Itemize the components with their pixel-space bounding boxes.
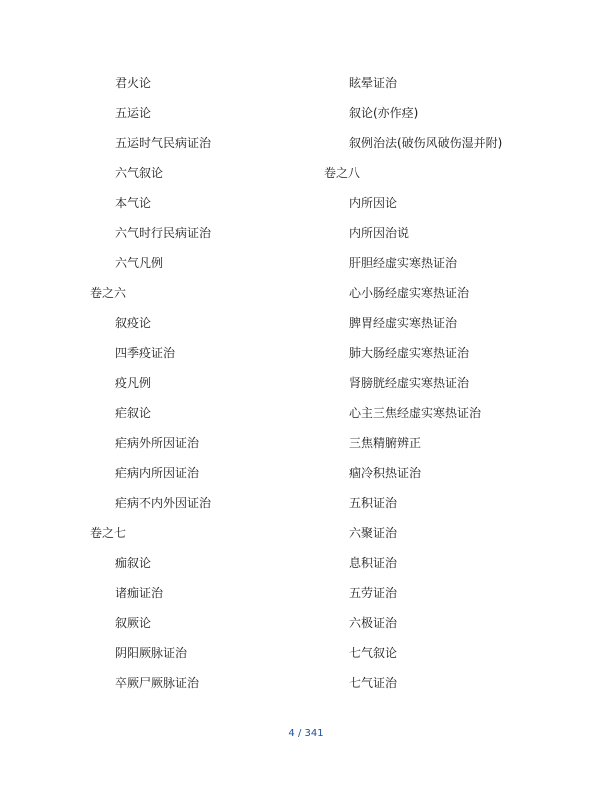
- toc-entry[interactable]: 内所因治说: [349, 226, 410, 240]
- toc-entry[interactable]: 君火论: [115, 76, 152, 90]
- toc-entry[interactable]: 心主三焦经虚实寒热证治: [349, 406, 482, 420]
- toc-right-column: [324, 73, 594, 703]
- toc-entry[interactable]: 疟病内所因证治: [115, 466, 200, 480]
- toc-entry[interactable]: 疫凡例: [115, 376, 152, 390]
- toc-entry[interactable]: 五运论: [115, 106, 152, 120]
- toc-entry[interactable]: 肝胆经虚实寒热证治: [349, 256, 458, 270]
- toc-entry[interactable]: 六气时行民病证治: [115, 226, 212, 240]
- toc-entry[interactable]: 四季疫证治: [115, 346, 176, 360]
- toc-left-column: [90, 73, 320, 703]
- toc-entry[interactable]: 阴阳厥脉证治: [115, 646, 188, 660]
- toc-entry[interactable]: 心小肠经虚实寒热证治: [349, 286, 470, 300]
- toc-entry[interactable]: 五运时气民病证治: [115, 136, 212, 150]
- toc-entry[interactable]: 七气叙论: [349, 646, 398, 660]
- toc-entry[interactable]: 六气叙论: [115, 166, 164, 180]
- toc-entry[interactable]: 疟病外所因证治: [115, 436, 200, 450]
- toc-entry[interactable]: 叙厥论: [115, 616, 152, 630]
- toc-entry[interactable]: 六聚证治: [349, 526, 398, 540]
- page-number: 4 / 341: [288, 728, 324, 739]
- toc-entry[interactable]: 脾胃经虚实寒热证治: [349, 316, 458, 330]
- toc-entry[interactable]: 诸痂证治: [115, 586, 164, 600]
- toc-entry[interactable]: 五积证治: [349, 496, 398, 510]
- toc-entry[interactable]: 痼冷积热证治: [349, 466, 422, 480]
- toc-entry[interactable]: 卒厥尸厥脉证治: [115, 676, 200, 690]
- toc-entry[interactable]: 本气论: [115, 196, 152, 210]
- toc-entry[interactable]: 五劳证治: [349, 586, 398, 600]
- toc-entry[interactable]: 肾膀胱经虚实寒热证治: [349, 376, 470, 390]
- toc-entry[interactable]: 六极证治: [349, 616, 398, 630]
- toc-entry[interactable]: 眩晕证治: [349, 76, 398, 90]
- toc-entry[interactable]: 内所因论: [349, 196, 398, 210]
- toc-entry[interactable]: 三焦精腑辨正: [349, 436, 422, 450]
- toc-volume-heading[interactable]: 卷之八: [324, 166, 361, 180]
- toc-entry[interactable]: 六气凡例: [115, 256, 164, 270]
- toc-entry[interactable]: 疟病不内外因证治: [115, 496, 212, 510]
- toc-entry[interactable]: 肺大肠经虚实寒热证治: [349, 346, 470, 360]
- toc-volume-heading[interactable]: 卷之六: [90, 286, 127, 300]
- toc-entry[interactable]: 疟叙论: [115, 406, 152, 420]
- toc-entry[interactable]: 叙疫论: [115, 316, 152, 330]
- toc-entry[interactable]: 痂叙论: [115, 556, 152, 570]
- toc-volume-heading[interactable]: 卷之七: [90, 526, 127, 540]
- toc-entry[interactable]: 息积证治: [349, 556, 398, 570]
- toc-entry[interactable]: 叙论(亦作痉): [349, 106, 419, 120]
- toc-entry[interactable]: 叙例治法(破伤风破伤湿并附): [349, 136, 503, 150]
- toc-entry[interactable]: 七气证治: [349, 676, 398, 690]
